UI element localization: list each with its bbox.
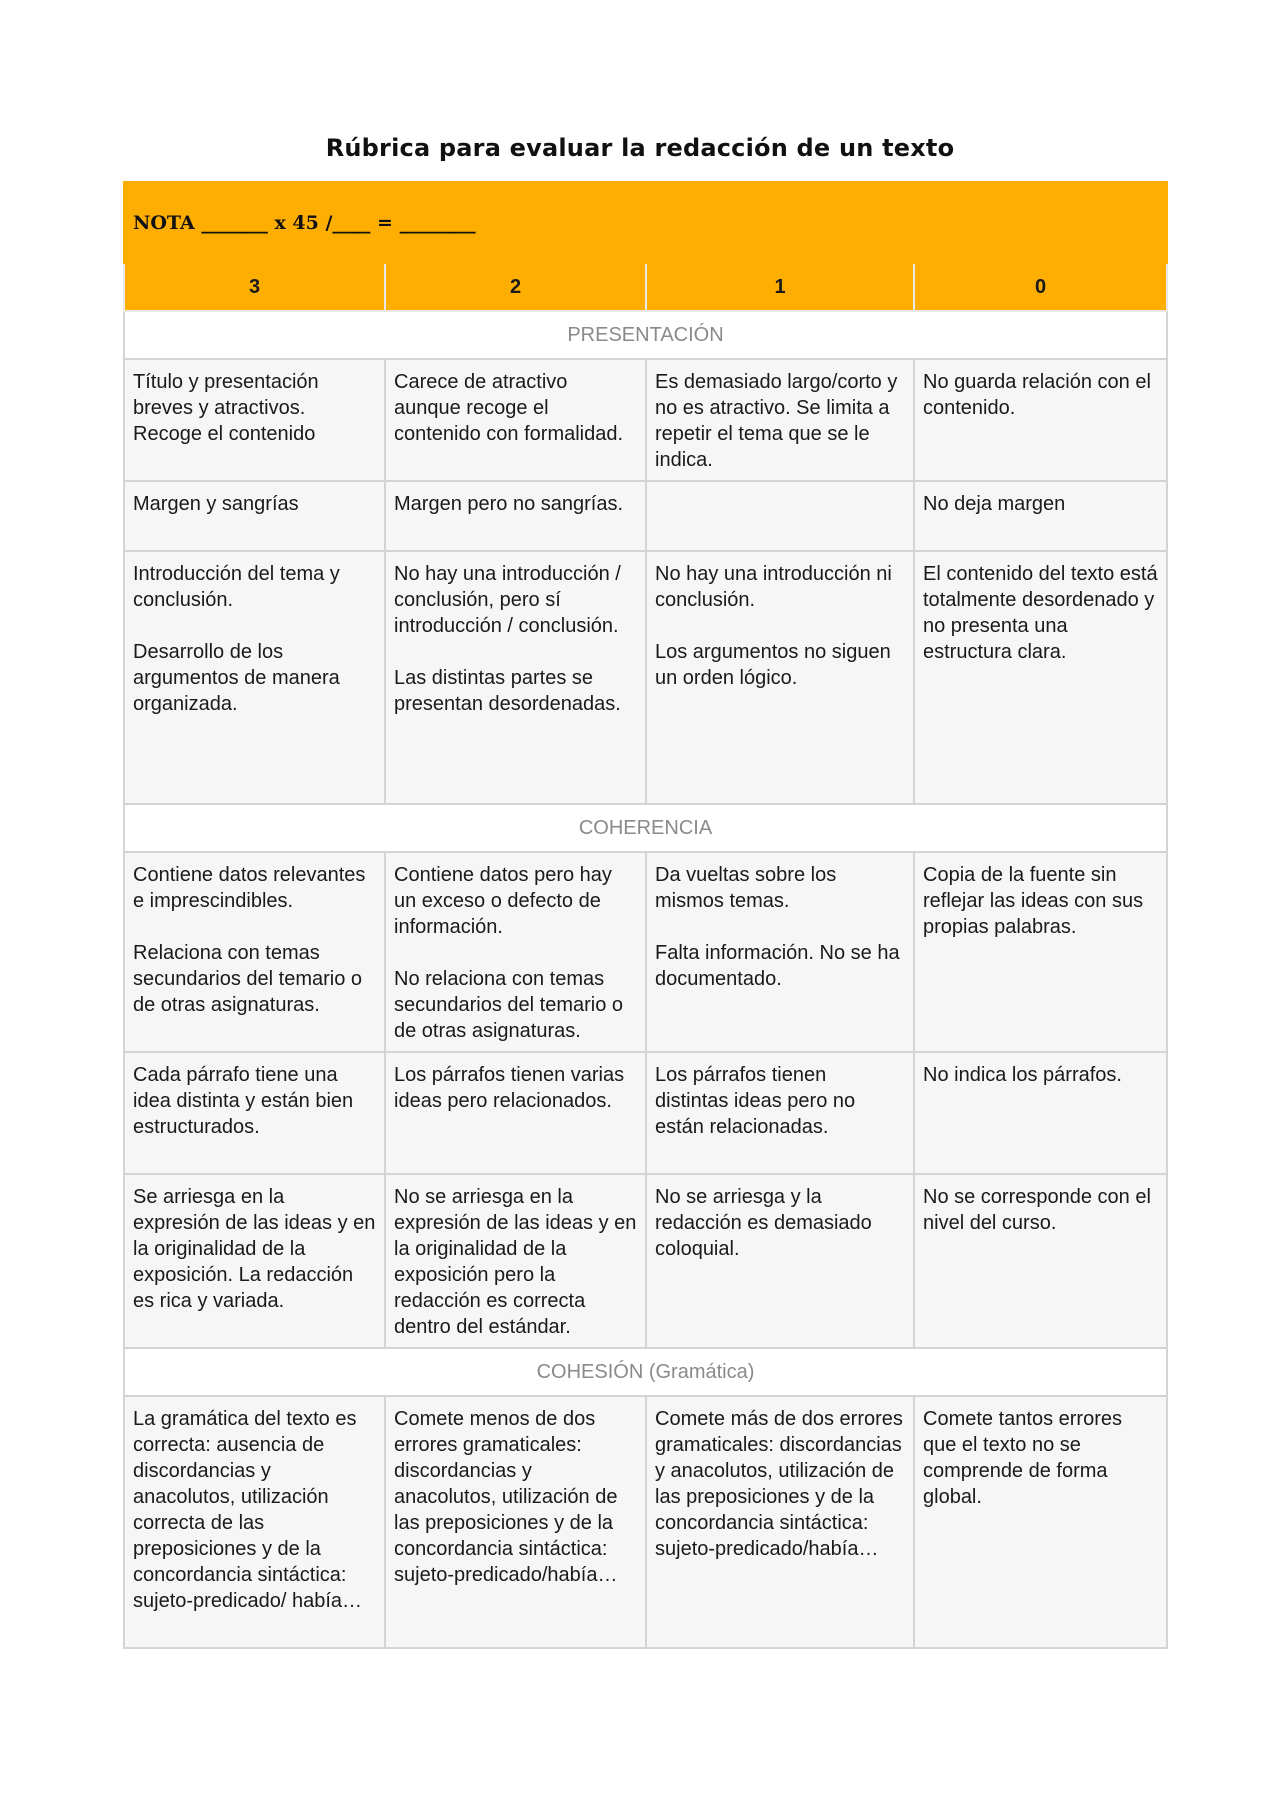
rubric-cell: Los párrafos tienen varias ideas pero relacionados. <box>385 1052 646 1174</box>
section-title-presentacion: PRESENTACIÓN <box>124 311 1167 359</box>
score-level-header: 1 <box>646 263 914 311</box>
rubric-cell: No hay una introducción / conclusión, pero sí introducción / conclusión. Las distintas partes se presentan desordenadas. <box>385 551 646 804</box>
rubric-cell: La gramática del texto es correcta: ausencia de discordancias y anacolutos, utilización correcta de las preposiciones y de la concordancia sintáctica: sujeto-predicado/ había… <box>124 1396 385 1648</box>
section-title-cohesion: COHESIÓN (Gramática) <box>124 1348 1167 1396</box>
score-level-header: 3 <box>124 263 385 311</box>
criteria-row <box>124 1174 1167 1348</box>
page-title: Rúbrica para evaluar la redacción de un texto <box>325 134 955 162</box>
rubric-cell: Da vueltas sobre los mismos temas. Falta información. No se ha documentado. <box>646 852 914 1052</box>
nota-formula: NOTA _______ x 45 /____ = ________ <box>124 182 1167 263</box>
criteria-row <box>124 1396 1167 1648</box>
rubric-cell: Título y presentación breves y atractivos. Recoge el contenido <box>124 359 385 481</box>
rubric-cell: No se arriesga y la redacción es demasiado coloquial. <box>646 1174 914 1348</box>
score-levels-row <box>124 263 1167 311</box>
criteria-row <box>124 359 1167 481</box>
rubric-cell <box>646 481 914 551</box>
rubric-cell: No indica los párrafos. <box>914 1052 1167 1174</box>
rubric-cell: Comete tantos errores que el texto no se comprende de forma global. <box>914 1396 1167 1648</box>
rubric-cell: No deja margen <box>914 481 1167 551</box>
rubric-cell: Introducción del tema y conclusión. Desarrollo de los argumentos de manera organizada. <box>124 551 385 804</box>
criteria-row <box>124 1052 1167 1174</box>
rubric-cell: Comete menos de dos errores gramaticales: discordancias y anacolutos, utilización de las preposiciones y de la concordancia sintáctica: sujeto-predicado/había… <box>385 1396 646 1648</box>
nota-header-row <box>124 182 1167 263</box>
score-level-header: 0 <box>914 263 1167 311</box>
section-header-row <box>124 311 1167 359</box>
rubric-cell: No se corresponde con el nivel del curso. <box>914 1174 1167 1348</box>
rubric-cell: El contenido del texto está totalmente desordenado y no presenta una estructura clara. <box>914 551 1167 804</box>
criteria-row <box>124 481 1167 551</box>
rubric-table <box>123 181 1168 1649</box>
section-header-row <box>124 1348 1167 1396</box>
section-header-row <box>124 804 1167 852</box>
rubric-cell: Se arriesga en la expresión de las ideas y en la originalidad de la exposición. La redacción es rica y variada. <box>124 1174 385 1348</box>
score-level-header: 2 <box>385 263 646 311</box>
criteria-row <box>124 551 1167 804</box>
section-title-coherencia: COHERENCIA <box>124 804 1167 852</box>
rubric-cell: Contiene datos pero hay un exceso o defecto de información. No relaciona con temas secundarios del temario o de otras asignaturas. <box>385 852 646 1052</box>
rubric-cell: Los párrafos tienen distintas ideas pero no están relacionadas. <box>646 1052 914 1174</box>
rubric-cell: No hay una introducción ni conclusión. Los argumentos no siguen un orden lógico. <box>646 551 914 804</box>
rubric-cell: Copia de la fuente sin reflejar las ideas con sus propias palabras. <box>914 852 1167 1052</box>
rubric-cell: Carece de atractivo aunque recoge el contenido con formalidad. <box>385 359 646 481</box>
criteria-row <box>124 852 1167 1052</box>
rubric-cell: No guarda relación con el contenido. <box>914 359 1167 481</box>
rubric-cell: Margen pero no sangrías. <box>385 481 646 551</box>
rubric-cell: Cada párrafo tiene una idea distinta y están bien estructurados. <box>124 1052 385 1174</box>
rubric-cell: Comete más de dos errores gramaticales: discordancias y anacolutos, utilización de las preposiciones y de la concordancia sintáctica: sujeto-predicado/había… <box>646 1396 914 1648</box>
rubric-cell: Contiene datos relevantes e imprescindibles. Relaciona con temas secundarios del temario o de otras asignaturas. <box>124 852 385 1052</box>
rubric-cell: Margen y sangrías <box>124 481 385 551</box>
rubric-cell: No se arriesga en la expresión de las ideas y en la originalidad de la exposición pero la redacción es correcta dentro del estándar. <box>385 1174 646 1348</box>
rubric-cell: Es demasiado largo/corto y no es atractivo. Se limita a repetir el tema que se le indica. <box>646 359 914 481</box>
